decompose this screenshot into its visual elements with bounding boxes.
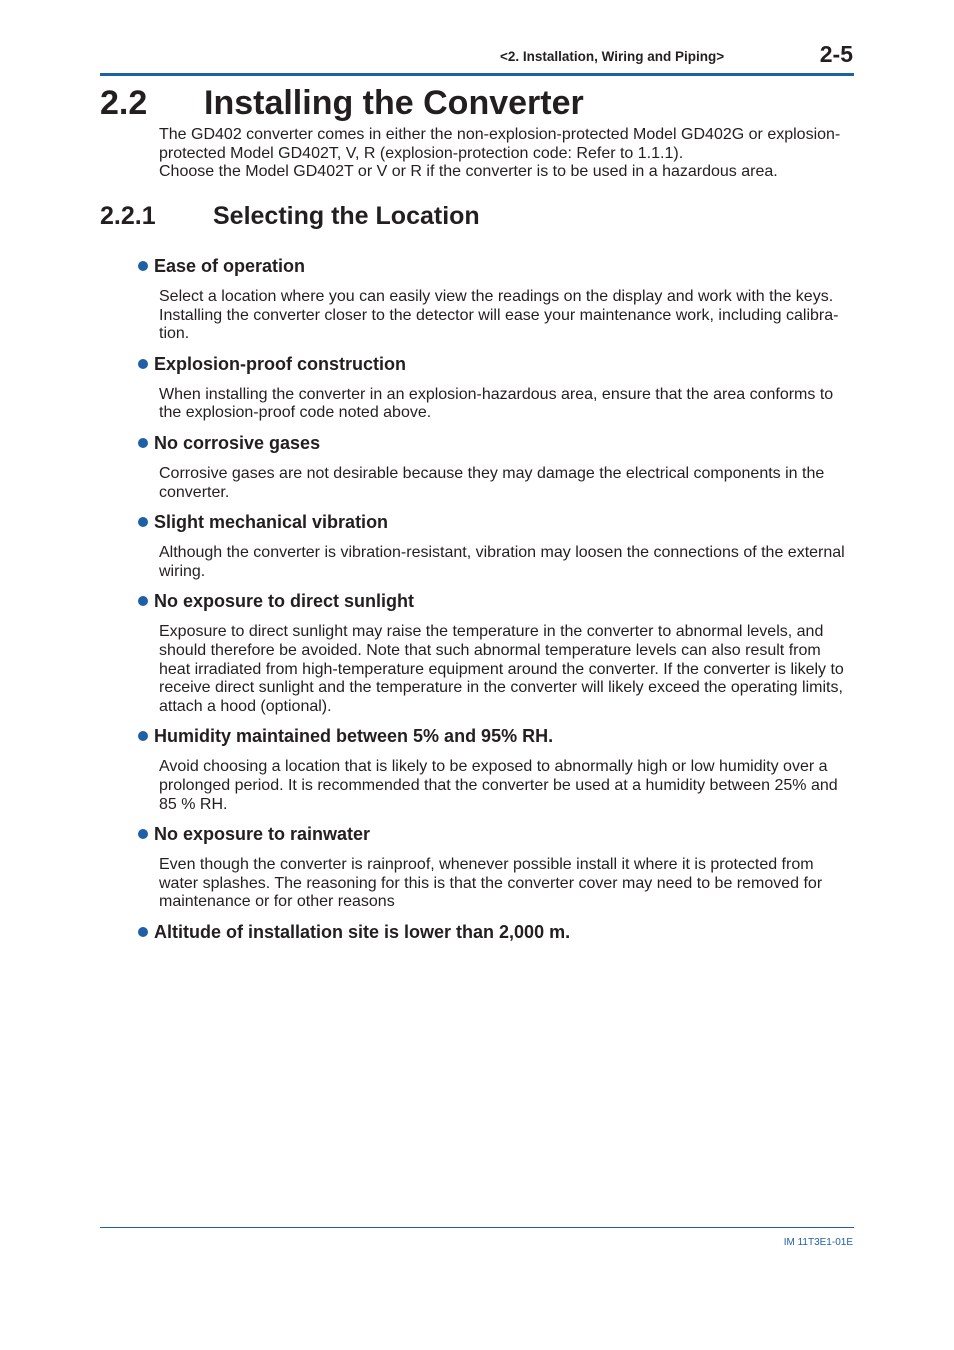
list-item xyxy=(138,723,858,814)
item-body: Although the converter is vibration-resistant, vibration may loosen the connections of the external wiring. xyxy=(159,544,845,580)
list-item xyxy=(138,430,858,502)
bullet-icon xyxy=(138,596,148,606)
item-heading: No exposure to rainwater xyxy=(154,824,371,845)
bullet-icon xyxy=(138,731,148,741)
list-item xyxy=(138,821,858,912)
bullet-icon xyxy=(138,927,148,937)
item-heading: Humidity maintained between 5% and 95% RH. xyxy=(154,726,554,747)
intro-paragraph: The GD402 converter comes in either the non-explosion-protected Model GD402G or explosion-protected Model GD402T, V, R (explosion-protection code: Refer to 1.1.1). xyxy=(159,126,841,162)
bullet-icon xyxy=(138,261,148,271)
bullet-icon xyxy=(138,829,148,839)
header-chapter-title: <2. Installation, Wiring and Piping> xyxy=(500,49,725,64)
section-number: 2.2 xyxy=(100,84,148,122)
header-divider xyxy=(100,73,854,76)
subsection-heading xyxy=(100,200,860,232)
subsection-title: Selecting the Location xyxy=(213,202,480,230)
item-body: When installing the converter in an explosion-hazardous area, ensure that the area conforms to the explosion-proof code noted above. xyxy=(159,385,834,422)
intro-paragraph: Choose the Model GD402T or V or R if the converter is to be used in a hazardous area. xyxy=(159,163,778,181)
list-item xyxy=(138,253,858,344)
item-heading: Ease of operation xyxy=(154,256,306,276)
location-criteria-list xyxy=(138,253,858,945)
list-item xyxy=(138,351,858,423)
item-body: Even though the converter is rainproof, whenever possible install it where it is protected from water splashes. The reasoning for this is that the converter cover may need to be removed for maintenance or for other reasons xyxy=(159,856,823,911)
bullet-icon xyxy=(138,438,148,448)
footer-document-id: IM 11T3E1-01E xyxy=(783,1237,853,1248)
item-body: Avoid choosing a location that is likely to be exposed to abnormally high or low humidity over a prolonged period. It is recommended that the converter be used at a humidity between 25% and 85 % RH. xyxy=(159,758,838,813)
header-page-number: 2-5 xyxy=(819,41,853,67)
item-heading: No exposure to direct sunlight xyxy=(154,591,415,612)
list-item xyxy=(138,509,858,581)
list-item xyxy=(138,919,858,945)
list-item xyxy=(138,588,858,716)
item-body: Exposure to direct sunlight may raise the temperature in the converter to abnormal levels, and should therefore be avoided. Note that such abnormal temperature levels can also result from heat irradiated from high-temperature equipment around the converter. If the converter is likely to receive direct sunlight and the temperature in the converter will likely exceed the operating limits, attach a hood (optional). xyxy=(159,623,844,715)
item-heading: Slight mechanical vibration xyxy=(154,512,389,533)
footer-divider xyxy=(100,1227,854,1228)
item-heading: Altitude of installation site is lower than 2,000 m. xyxy=(154,921,571,942)
section-heading xyxy=(100,81,860,125)
subsection-number: 2.2.1 xyxy=(100,202,156,230)
section-intro xyxy=(159,126,859,182)
item-heading: Explosion-proof construction xyxy=(154,353,406,374)
bullet-icon xyxy=(138,517,148,527)
item-heading: No corrosive gases xyxy=(154,432,321,453)
item-body: Select a location where you can easily view the readings on the display and work with the keys. Installing the converter closer to the detector will ease your maintenance work, including calibra-tion. xyxy=(159,288,839,343)
section-title: Installing the Converter xyxy=(204,84,584,122)
bullet-icon xyxy=(138,359,148,369)
item-body: Corrosive gases are not desirable because they may damage the electrical components in the converter. xyxy=(159,464,825,501)
